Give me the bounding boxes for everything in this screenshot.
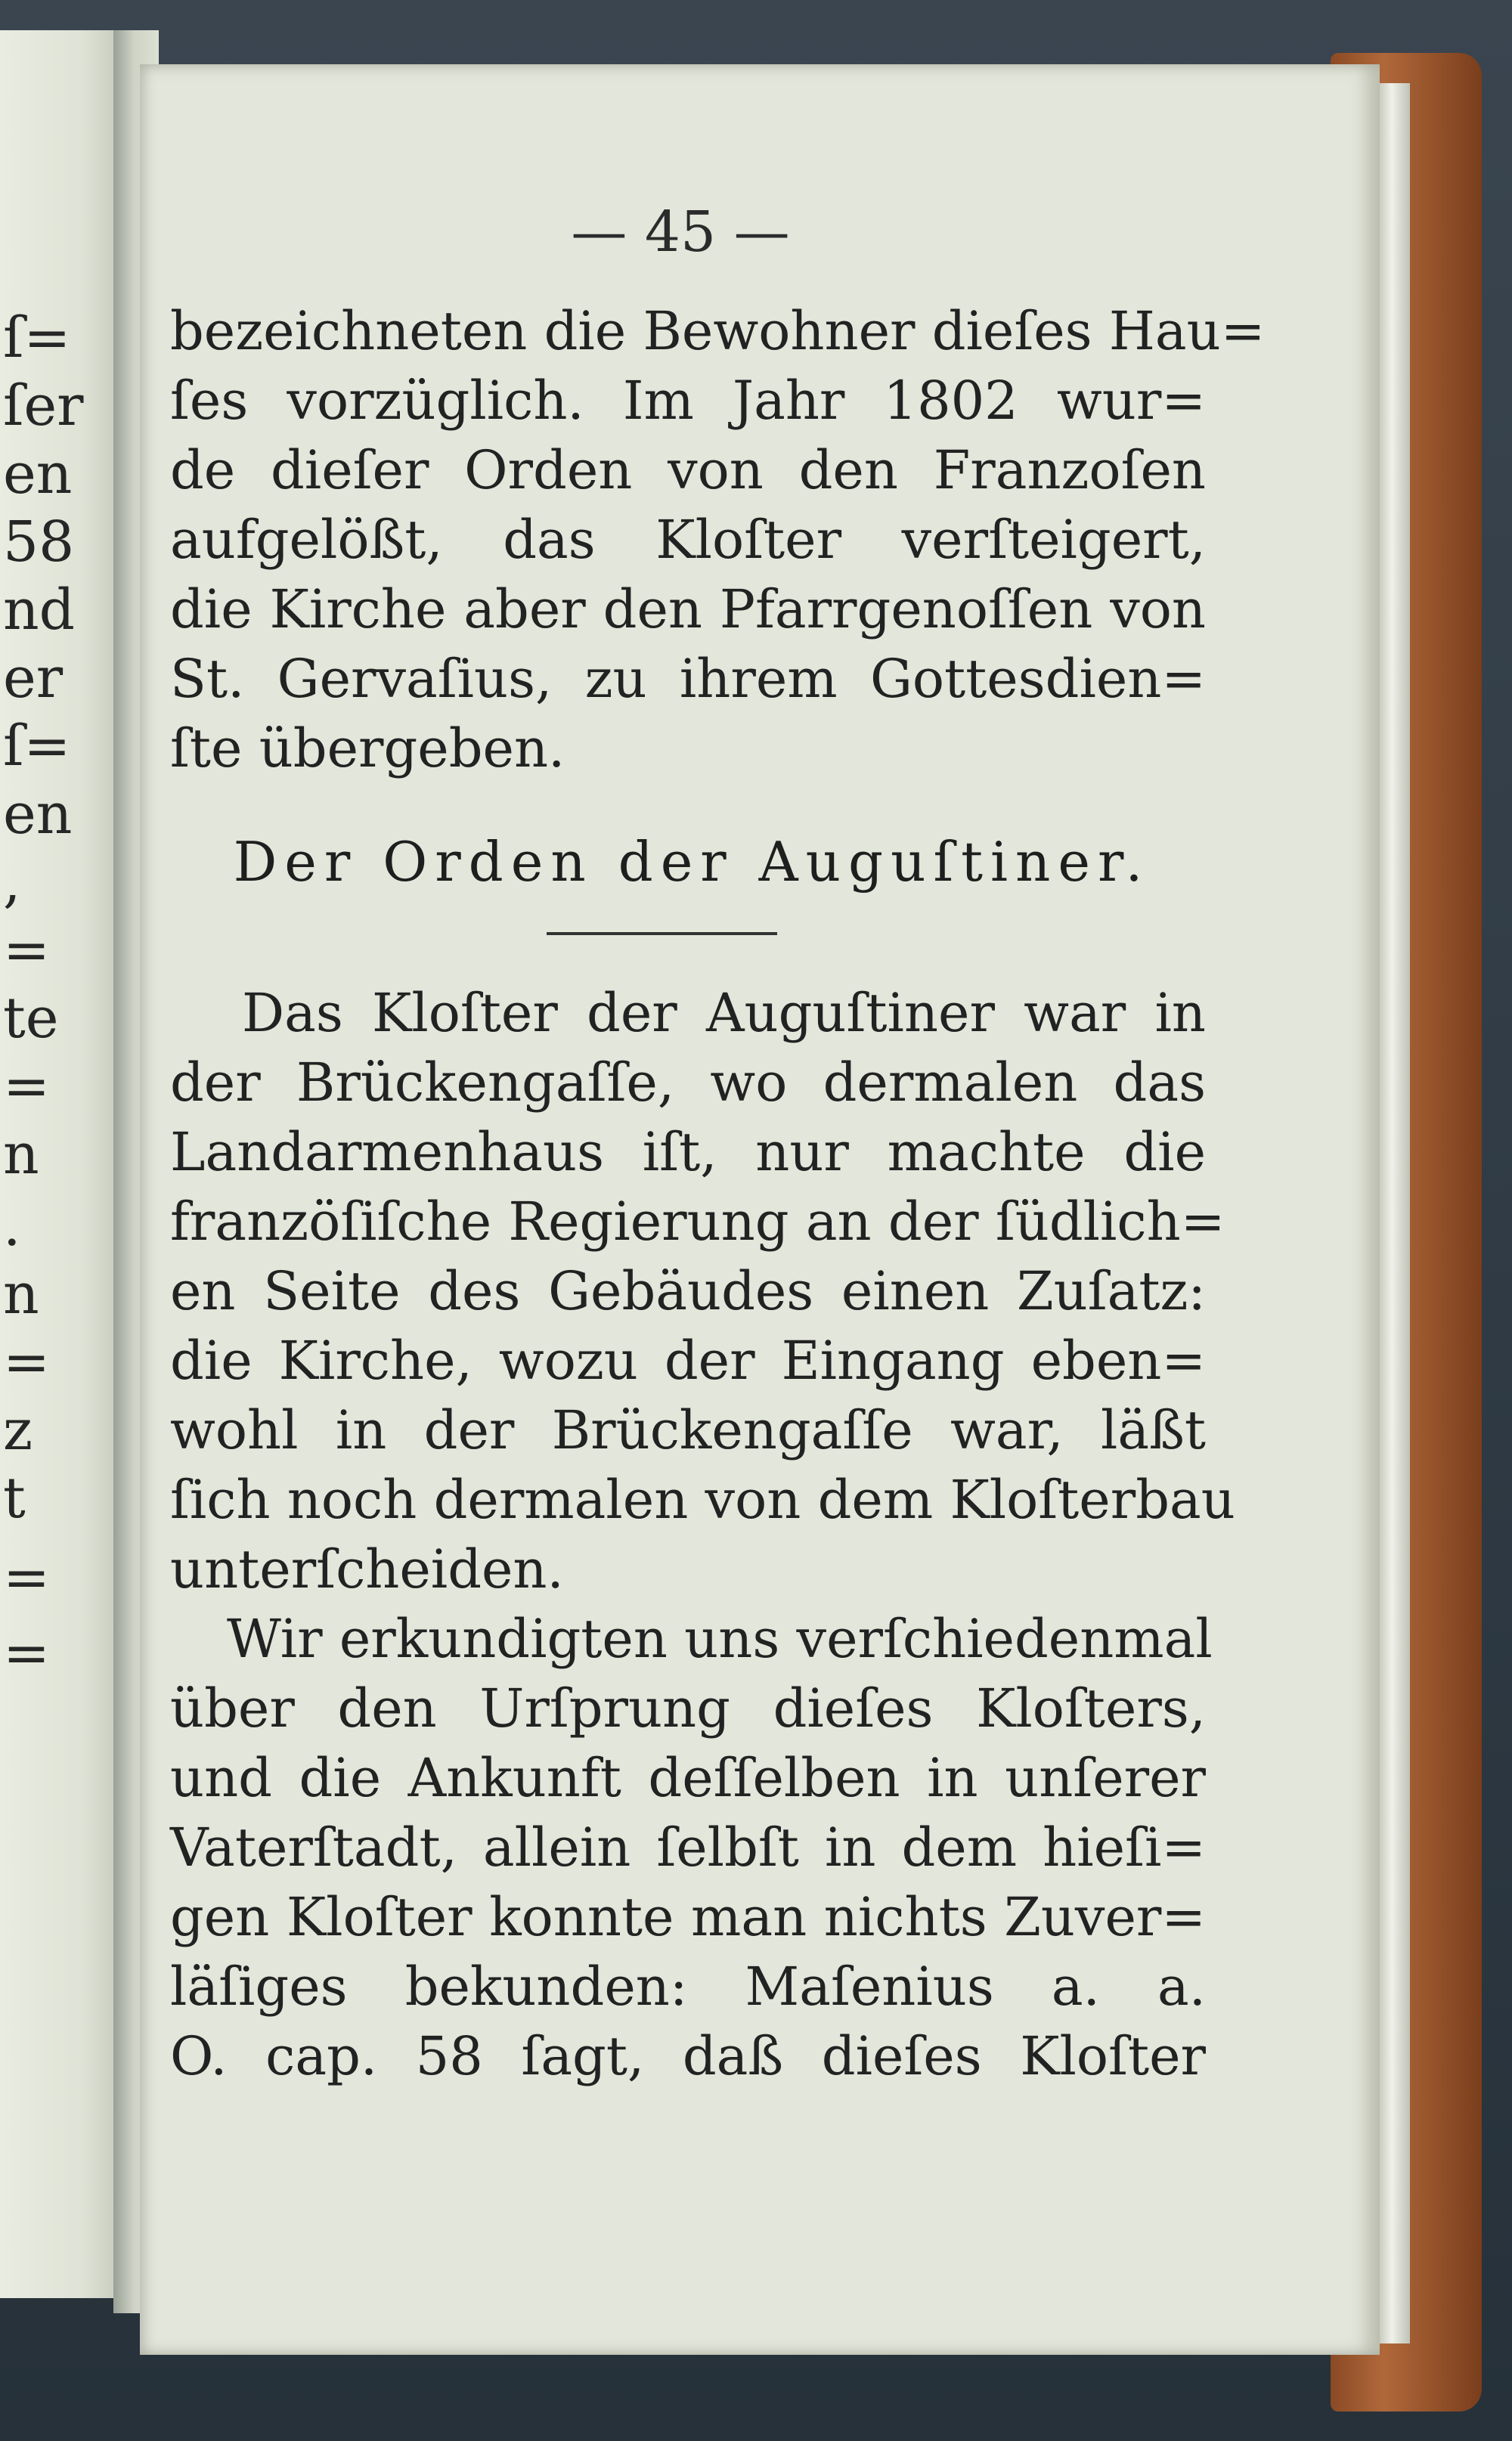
- page-number: — 45 —: [571, 200, 790, 265]
- left-fragment: =: [3, 1621, 51, 1686]
- text-line: Vaterſtadt, allein ſelbſt in dem hieſi=: [170, 1817, 1206, 1879]
- text-line: de dieſer Orden von den Franzoſen: [170, 439, 1206, 501]
- left-fragment: z: [3, 1398, 33, 1463]
- text-line: ſte übergeben.: [170, 717, 565, 779]
- left-fragment: er: [3, 646, 64, 711]
- left-fragment: t: [3, 1466, 26, 1531]
- left-fragment: =: [3, 1054, 51, 1119]
- text-line: aufgelößt, das Kloſter verſteigert,: [170, 509, 1206, 571]
- left-fragment: .: [3, 1194, 21, 1259]
- page-stack-edge: [1380, 83, 1410, 2343]
- text-line: St. Gervaſius, zu ihrem Gottesdien=: [170, 648, 1206, 710]
- left-fragment: ,: [3, 850, 21, 915]
- text-line: ſes vorzüglich. Im Jahr 1802 wur=: [170, 370, 1206, 432]
- left-fragment: =: [3, 1545, 51, 1610]
- text-line: die Kirche, wozu der Eingang eben=: [170, 1330, 1206, 1392]
- left-fragment: en: [3, 441, 73, 506]
- left-fragment: ſ=: [3, 714, 71, 779]
- left-fragment: =: [3, 918, 51, 983]
- left-fragment: nd: [3, 578, 76, 643]
- left-fragment: ſ=: [3, 305, 71, 370]
- text-line: franzöſiſche Regierung an der ſüdlich=: [170, 1191, 1225, 1253]
- text-line: und die Ankunft deſſelben in unſerer: [170, 1747, 1206, 1809]
- left-fragment: ſer: [3, 373, 84, 438]
- text-line: Landarmenhaus iſt, nur machte die: [170, 1121, 1206, 1183]
- text-line: wohl in der Brückengaſſe war, läßt: [170, 1399, 1206, 1461]
- section-heading: Der Orden der Auguſtiner.: [233, 830, 1151, 894]
- left-fragment: n: [3, 1122, 39, 1187]
- text-line: en Seite des Gebäudes einen Zuſatz:: [170, 1260, 1206, 1322]
- text-line: ſich noch dermalen von dem Kloſterbau: [170, 1469, 1235, 1531]
- text-line: Das Kloſter der Auguſtiner war in: [242, 982, 1206, 1044]
- text-line: unterſcheiden.: [170, 1538, 564, 1600]
- left-fragment: te: [3, 986, 59, 1051]
- left-fragment: en: [3, 782, 73, 847]
- left-page-fragment: [0, 30, 117, 2298]
- text-line: Wir erkundigten uns verſchiedenmal: [227, 1608, 1213, 1670]
- left-fragment: =: [3, 1330, 51, 1395]
- left-fragment: n: [3, 1262, 39, 1327]
- text-line: bezeichneten die Bewohner dieſes Hau=: [170, 300, 1266, 362]
- text-line: O. cap. 58 ſagt, daß dieſes Kloſter: [170, 2025, 1206, 2087]
- left-fragment: 58: [3, 510, 75, 575]
- heading-rule: [547, 932, 777, 935]
- text-line: der Brückengaſſe, wo dermalen das: [170, 1052, 1206, 1114]
- text-line: gen Kloſter konnte man nichts Zuver=: [170, 1886, 1206, 1948]
- text-line: die Kirche aber den Pfarrgenoſſen von: [170, 578, 1206, 640]
- text-line: über den Urſprung dieſes Kloſters,: [170, 1677, 1206, 1739]
- text-line: läſiges bekunden: Maſenius a. a.: [170, 1956, 1206, 2018]
